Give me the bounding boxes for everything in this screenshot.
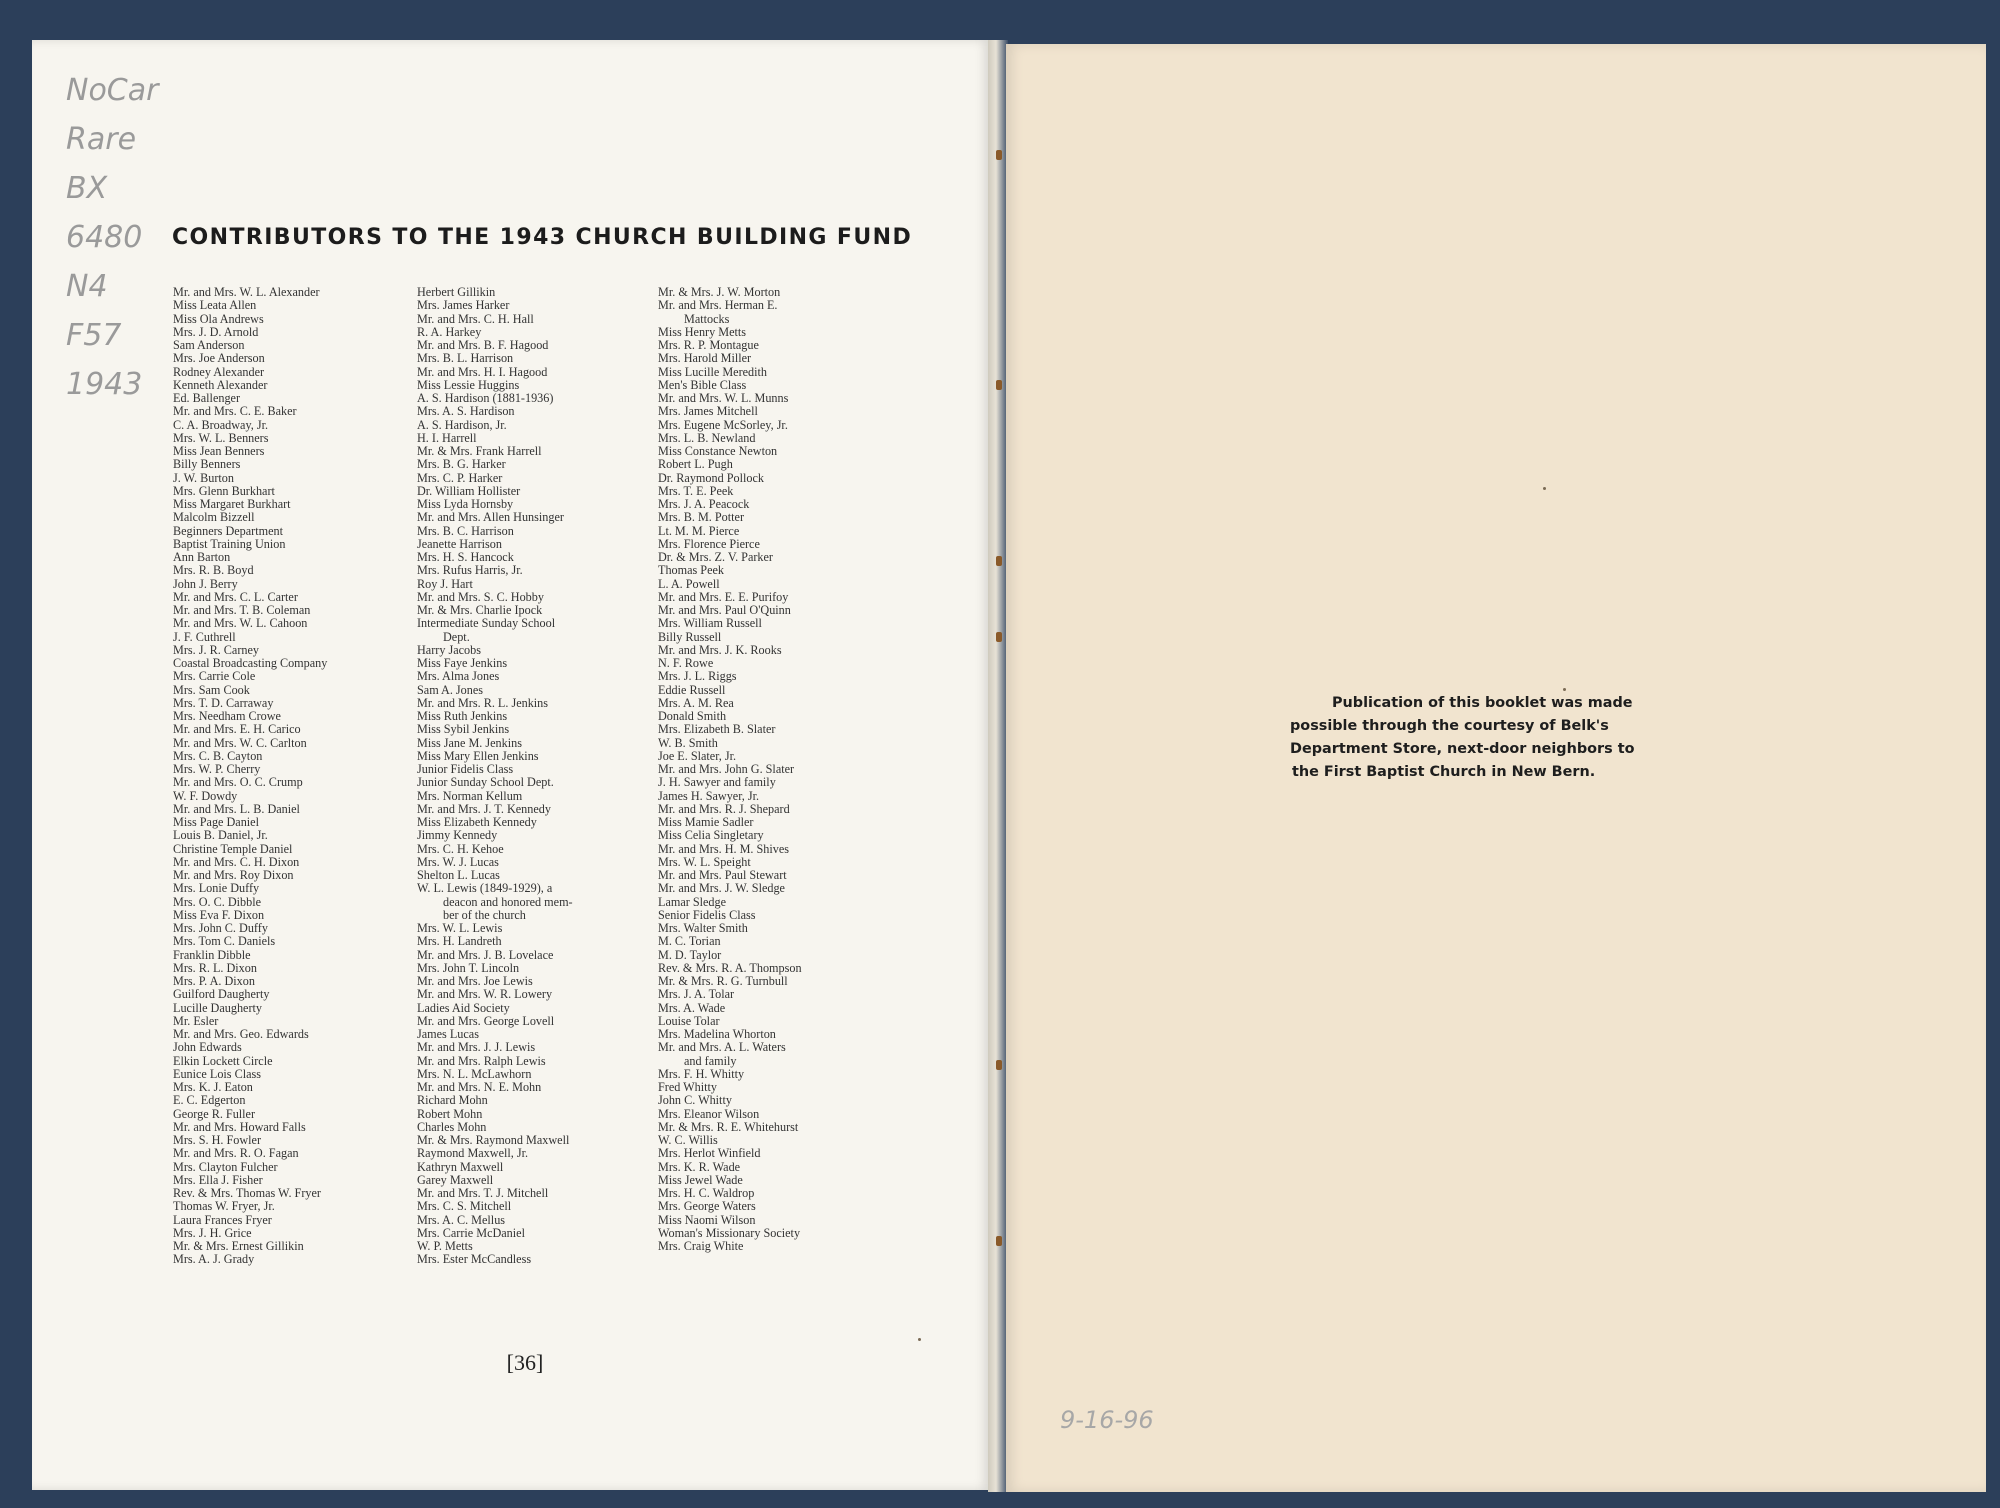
contributor-entry: Charles Mohn <box>417 1119 487 1134</box>
contributor-entry: Miss Margaret Burkhart <box>173 497 291 511</box>
contributor-entry: A. S. Hardison, Jr. <box>417 417 507 432</box>
contributor-entry: Harry Jacobs <box>417 642 481 657</box>
call-number-line: 6480 <box>66 220 143 255</box>
contributor-entry: N. F. Rowe <box>658 656 714 670</box>
contributor-entry: Mrs. A. J. Grady <box>173 1252 255 1267</box>
contributor-entry: Mattocks <box>684 311 730 326</box>
contributor-entry: Jeanette Harrison <box>417 536 502 551</box>
handwritten-call-number <box>66 66 176 409</box>
contributor-entry: Miss Ruth Jenkins <box>417 709 508 723</box>
contributor-entry: Mrs. Ester McCandless <box>417 1252 532 1267</box>
contributor-entry: Miss Jane M. Jenkins <box>417 735 522 750</box>
contributor-entry: Mrs. C. H. Kehoe <box>417 841 504 856</box>
contributor-entry: Mr. and Mrs. W. L. Cahoon <box>173 616 308 631</box>
contributor-entry: Louise Tolar <box>658 1013 720 1028</box>
contributor-entry: Raymond Maxwell, Jr. <box>417 1146 529 1161</box>
contributor-entry: John C. Whitty <box>658 1093 732 1108</box>
contributor-entry: Mrs. C. P. Harker <box>417 470 503 485</box>
contributor-entry: Mr. and Mrs. J. K. Rooks <box>658 642 782 657</box>
call-number-line: Rare <box>66 122 137 157</box>
contributor-entry: Miss Lucille Meredith <box>658 364 767 379</box>
contributor-entry: Mrs. Eleanor Wilson <box>658 1106 760 1121</box>
contributor-entry: Robert L. Pugh <box>658 457 733 472</box>
page-heading: CONTRIBUTORS TO THE 1943 CHURCH BUILDING FUND <box>172 225 913 250</box>
contributor-entry: Lt. M. M. Pierce <box>658 523 740 538</box>
contributor-entry: ber of the church <box>443 907 526 922</box>
contributor-entry: Mr. and Mrs. J. J. Lewis <box>417 1040 536 1055</box>
contributor-entry: Mrs. R. L. Dixon <box>173 960 257 975</box>
contributor-entry: Mrs. O. C. Dibble <box>173 894 262 909</box>
contributor-entry: J. H. Sawyer and family <box>658 775 776 790</box>
contributor-entry: Miss Jean Benners <box>173 444 265 458</box>
contributor-entry: Franklin Dibble <box>173 947 251 962</box>
contributor-entry: Eddie Russell <box>658 682 726 697</box>
binding-stitch <box>996 1060 1002 1070</box>
publication-notice <box>1290 692 1702 784</box>
contributor-entry: Mr. and Mrs. George Lovell <box>417 1013 555 1028</box>
contributor-entry: James H. Sawyer, Jr. <box>658 788 760 803</box>
contributor-entry: Mrs. A. C. Mellus <box>417 1212 506 1227</box>
contributor-entry: Mr. and Mrs. Paul Stewart <box>658 868 787 882</box>
contributor-entry: and family <box>684 1053 737 1068</box>
contributor-entry: Mrs. S. H. Fowler <box>173 1133 262 1147</box>
contributor-entry: Miss Leata Allen <box>173 298 257 313</box>
contributor-entry: Mrs. B. L. Harrison <box>417 351 514 366</box>
contributor-entry: Roy J. Hart <box>417 576 473 591</box>
contributor-entry: Mr. and Mrs. R. J. Shepard <box>658 801 790 816</box>
contributor-entry: Mr. and Mrs. Paul O'Quinn <box>658 603 791 617</box>
binding-stitch <box>996 556 1002 566</box>
contributor-entry: Mr. & Mrs. J. W. Morton <box>658 285 781 299</box>
contributor-entry: Mrs. Lonie Duffy <box>173 881 260 896</box>
contributor-entry: Dr. William Hollister <box>417 483 521 498</box>
contributor-entry: Ed. Ballenger <box>173 391 241 405</box>
contributor-entry: Miss Mary Ellen Jenkins <box>417 748 539 763</box>
contributor-entry: Mrs. C. B. Cayton <box>173 748 263 763</box>
contributor-entry: Mrs. Glenn Burkhart <box>173 483 275 498</box>
contributor-entry: Mrs. J. A. Peacock <box>658 497 750 511</box>
contributor-entry: Mrs. K. R. Wade <box>658 1159 741 1174</box>
binding-stitch <box>996 632 1002 642</box>
contributor-entry: Mr. and Mrs. J. T. Kennedy <box>417 801 551 816</box>
contributor-entry: Mrs. B. C. Harrison <box>417 523 514 538</box>
contributor-entry: Mrs. Walter Smith <box>658 921 748 935</box>
contributor-entry: Mrs. P. A. Dixon <box>173 974 255 988</box>
contributor-entry: Mrs. R. P. Montague <box>658 338 759 352</box>
contributor-entry: Mrs. B. G. Harker <box>417 457 506 472</box>
contributor-entry: Beginners Department <box>173 523 283 538</box>
contributor-entry: Miss Constance Newton <box>658 444 778 458</box>
contributor-entry: Mr. and Mrs. Geo. Edwards <box>173 1027 309 1041</box>
contributor-entry: Joe E. Slater, Jr. <box>658 748 737 763</box>
contributor-entry: Ladies Aid Society <box>417 1000 510 1015</box>
contributor-entry: C. A. Broadway, Jr. <box>173 417 269 432</box>
contributor-entry: M. C. Torian <box>658 934 721 949</box>
contributor-entry: Mrs. J. L. Riggs <box>658 669 737 684</box>
contributor-entry: Mrs. James Mitchell <box>658 404 758 419</box>
contributor-entry: Mr. and Mrs. John G. Slater <box>658 762 795 776</box>
contributor-entry: Mr. and Mrs. R. L. Jenkins <box>417 695 549 710</box>
contributor-entry: W. C. Willis <box>658 1133 718 1147</box>
contributor-entry: Rodney Alexander <box>173 364 265 379</box>
contributor-entry: Dr. & Mrs. Z. V. Parker <box>658 550 773 564</box>
notice-line: the First Baptist Church in New Bern. <box>1292 764 1596 780</box>
contributor-entry: Miss Elizabeth Kennedy <box>417 815 537 829</box>
contributor-entry: Mrs. Madelina Whorton <box>658 1027 776 1041</box>
contributor-entry: Mrs. A. Wade <box>658 1000 726 1015</box>
contributor-entry: Mr. and Mrs. N. E. Mohn <box>417 1080 542 1094</box>
contributor-entry: Mr. and Mrs. J. W. Sledge <box>658 881 785 896</box>
contributor-entry: Mrs. W. L. Speight <box>658 854 751 869</box>
contributor-entry: Mrs. A. S. Hardison <box>417 404 515 419</box>
contributor-entry: Miss Page Daniel <box>173 815 259 829</box>
contributor-entry: Billy Russell <box>658 629 722 644</box>
contributor-entry: Mrs. J. A. Tolar <box>658 987 735 1002</box>
contributor-entry: Mr. & Mrs. Raymond Maxwell <box>417 1133 570 1147</box>
contributor-entry: Miss Sybil Jenkins <box>417 722 510 737</box>
contributor-entry: Miss Ola Andrews <box>173 311 264 326</box>
contributor-entry: Mrs. H. Landreth <box>417 934 502 949</box>
contributor-entry: R. A. Harkey <box>417 324 482 339</box>
contributor-entry: M. D. Taylor <box>658 947 722 962</box>
contributor-entry: Mrs. Herlot Winfield <box>658 1146 761 1161</box>
contributor-entry: Mr. and Mrs. Roy Dixon <box>173 868 294 882</box>
contributor-entry: Mrs. George Waters <box>658 1199 756 1214</box>
contributor-entry: Mr. and Mrs. L. B. Daniel <box>173 801 300 816</box>
contributor-entry: Miss Mamie Sadler <box>658 815 754 829</box>
contributor-entry: Coastal Broadcasting Company <box>173 656 328 670</box>
contributor-entry: George R. Fuller <box>173 1106 256 1121</box>
contributor-entry: W. L. Lewis (1849-1929), a <box>417 881 553 896</box>
contributor-entry: Mrs. Harold Miller <box>658 351 752 366</box>
call-number-line: BX <box>66 171 108 206</box>
call-number-line: N4 <box>66 269 108 304</box>
contributor-entry: Elkin Lockett Circle <box>173 1053 273 1068</box>
notice-line: possible through the courtesy of Belk's <box>1290 718 1609 734</box>
contributor-entry: E. C. Edgerton <box>173 1093 246 1108</box>
contributor-entry: Mr. and Mrs. B. F. Hagood <box>417 338 549 352</box>
contributor-entry: Miss Henry Metts <box>658 324 747 339</box>
contributor-entry: deacon and honored mem- <box>443 894 573 909</box>
contributor-entry: Louis B. Daniel, Jr. <box>173 828 268 843</box>
contributor-entry: Eunice Lois Class <box>173 1066 262 1081</box>
contributor-entry: Intermediate Sunday School <box>417 616 556 631</box>
contributor-entry: Mrs. Norman Kellum <box>417 788 523 803</box>
contributor-entry: Mrs. R. B. Boyd <box>173 563 254 578</box>
contributor-entry: Mr. and Mrs. S. C. Hobby <box>417 589 544 604</box>
contributor-entry: Mrs. Carrie McDaniel <box>417 1225 525 1240</box>
contributor-entry: Mrs. K. J. Eaton <box>173 1080 253 1094</box>
contributor-entry: Mrs. W. L. Benners <box>173 430 269 445</box>
contributor-entry: Mr. and Mrs. Howard Falls <box>173 1119 306 1134</box>
binding-stitch <box>996 380 1002 390</box>
contributor-entry: Mr. & Mrs. R. G. Turnbull <box>658 974 788 988</box>
contributor-entry: Woman's Missionary Society <box>658 1225 801 1240</box>
contributor-entry: Lamar Sledge <box>658 894 727 909</box>
contributor-entry: Mr. and Mrs. C. L. Carter <box>173 589 298 604</box>
call-number-line: 1943 <box>66 367 143 402</box>
contributor-entry: Mr. and Mrs. A. L. Waters <box>658 1040 786 1055</box>
contributor-entry: Mrs. William Russell <box>658 616 762 631</box>
contributor-entry: Rev. & Mrs. R. A. Thompson <box>658 960 802 975</box>
contributor-entry: Miss Lyda Hornsby <box>417 497 514 511</box>
contributor-entry: Garey Maxwell <box>417 1172 494 1187</box>
contributor-entry: Mr. and Mrs. Allen Hunsinger <box>417 510 564 525</box>
contributor-entry: Mrs. J. D. Arnold <box>173 324 259 339</box>
contributor-entry: Mrs. Sam Cook <box>173 682 250 697</box>
contributor-entry: Billy Benners <box>173 457 241 472</box>
contributor-entry: Miss Jewel Wade <box>658 1172 743 1187</box>
contributor-entry: Sam A. Jones <box>417 682 484 697</box>
contributor-entry: Jimmy Kennedy <box>417 828 498 843</box>
contributor-entry: Donald Smith <box>658 709 727 723</box>
paper-speck <box>1543 487 1546 490</box>
handwritten-date: 9-16-96 <box>1060 1406 1154 1434</box>
contributors-column-1 <box>173 286 403 1267</box>
contributor-entry: Mrs. H. S. Hancock <box>417 550 514 564</box>
contributor-entry: Richard Mohn <box>417 1093 488 1108</box>
contributor-entry: Kathryn Maxwell <box>417 1159 504 1174</box>
contributor-entry: Mr. and Mrs. R. O. Fagan <box>173 1146 299 1161</box>
contributor-entry: Mr. and Mrs. H. M. Shives <box>658 841 790 856</box>
contributor-entry: Robert Mohn <box>417 1106 483 1121</box>
contributor-entry: Mr. and Mrs. Joe Lewis <box>417 974 533 988</box>
contributor-entry: Mrs. W. L. Lewis <box>417 921 503 935</box>
contributor-entry: Mr. & Mrs. Ernest Gillikin <box>173 1239 304 1253</box>
contributor-entry: Dr. Raymond Pollock <box>658 470 764 485</box>
contributor-entry: Mr. and Mrs. H. I. Hagood <box>417 364 548 379</box>
contributor-entry: Mr. and Mrs. C. E. Baker <box>173 404 297 419</box>
contributor-entry: Mrs. Tom C. Daniels <box>173 934 276 949</box>
contributor-entry: Lucille Daugherty <box>173 1000 263 1015</box>
contributor-entry: Mr. and Mrs. T. J. Mitchell <box>417 1186 549 1200</box>
contributor-entry: Miss Naomi Wilson <box>658 1212 756 1227</box>
contributor-entry: Herbert Gillikin <box>417 285 496 299</box>
contributor-entry: Mr. & Mrs. R. E. Whitehurst <box>658 1119 799 1134</box>
contributor-entry: W. P. Metts <box>417 1239 473 1253</box>
contributor-entry: Mrs. T. D. Carraway <box>173 695 274 710</box>
contributor-entry: Mrs. John C. Duffy <box>173 921 268 935</box>
contributor-entry: Mrs. L. B. Newland <box>658 430 756 445</box>
paper-speck <box>1563 688 1566 691</box>
contributor-entry: Christine Temple Daniel <box>173 841 293 856</box>
contributor-entry: Mr. and Mrs. Ralph Lewis <box>417 1053 546 1068</box>
contributor-entry: Mr. Esler <box>173 1013 219 1028</box>
binding-stitch <box>996 150 1002 160</box>
call-number-line: F57 <box>66 318 122 353</box>
contributor-entry: Mrs. Carrie Cole <box>173 669 256 684</box>
contributor-entry: Mrs. T. E. Peek <box>658 483 734 498</box>
contributor-entry: Junior Fidelis Class <box>417 762 514 776</box>
contributor-entry: Miss Celia Singletary <box>658 828 764 843</box>
contributor-entry: Mr. and Mrs. J. B. Lovelace <box>417 947 554 962</box>
contributor-entry: Thomas W. Fryer, Jr. <box>173 1199 275 1214</box>
contributor-entry: Senior Fidelis Class <box>658 907 756 922</box>
contributor-entry: Mr. & Mrs. Frank Harrell <box>417 444 542 458</box>
contributor-entry: Mr. and Mrs. W. C. Carlton <box>173 735 307 750</box>
binding-stitch <box>996 1236 1002 1246</box>
contributor-entry: Mrs. Eugene McSorley, Jr. <box>658 417 788 432</box>
contributor-entry: Guilford Daugherty <box>173 987 270 1002</box>
contributor-entry: Dept. <box>443 629 470 644</box>
contributor-entry: Mrs. J. R. Carney <box>173 642 259 657</box>
contributor-entry: L. A. Powell <box>658 576 720 591</box>
contributor-entry: Miss Faye Jenkins <box>417 656 508 670</box>
contributor-entry: Mr. and Mrs. C. H. Hall <box>417 311 534 326</box>
contributor-entry: Miss Lessie Huggins <box>417 377 520 392</box>
contributor-entry: Mr. and Mrs. O. C. Crump <box>173 775 303 790</box>
contributor-entry: Mrs. Needham Crowe <box>173 709 281 723</box>
contributor-entry: Mr. and Mrs. E. H. Carico <box>173 722 301 737</box>
notice-line: Department Store, next-door neighbors to <box>1290 741 1635 757</box>
contributor-entry: Junior Sunday School Dept. <box>417 775 554 790</box>
contributor-entry: W. F. Dowdy <box>173 788 238 803</box>
contributor-entry: Mr. and Mrs. T. B. Coleman <box>173 603 311 617</box>
contributor-entry: Mrs. J. H. Grice <box>173 1225 252 1240</box>
contributor-entry: Mr. and Mrs. C. H. Dixon <box>173 854 300 869</box>
contributor-entry: J. F. Cuthrell <box>173 629 236 644</box>
contributor-entry: Mr. and Mrs. W. R. Lowery <box>417 987 553 1002</box>
paper-speck <box>918 1338 921 1341</box>
contributor-entry: W. B. Smith <box>658 735 718 750</box>
contributor-entry: Mr. and Mrs. W. L. Munns <box>658 391 789 405</box>
contributor-entry: Sam Anderson <box>173 338 245 352</box>
contributor-entry: John J. Berry <box>173 576 238 591</box>
contributor-entry: Mr. and Mrs. W. L. Alexander <box>173 285 320 299</box>
contributor-entry: Malcolm Bizzell <box>173 510 255 525</box>
contributor-entry: Mrs. Craig White <box>658 1239 744 1253</box>
contributor-entry: Shelton L. Lucas <box>417 868 500 882</box>
contributor-entry: Mrs. Joe Anderson <box>173 351 265 366</box>
contributor-entry: Mrs. W. J. Lucas <box>417 854 499 869</box>
contributor-entry: Laura Frances Fryer <box>173 1212 272 1227</box>
contributor-entry: Mrs. B. M. Potter <box>658 510 744 525</box>
contributor-entry: Thomas Peek <box>658 563 725 578</box>
contributor-entry: John Edwards <box>173 1040 242 1055</box>
contributor-entry: Kenneth Alexander <box>173 377 268 392</box>
contributor-entry: Mrs. James Harker <box>417 298 510 313</box>
contributor-entry: A. S. Hardison (1881-1936) <box>417 391 554 405</box>
contributor-entry: Fred Whitty <box>658 1080 718 1094</box>
contributor-entry: James Lucas <box>417 1027 479 1041</box>
contributor-entry: Mrs. H. C. Waldrop <box>658 1186 755 1200</box>
call-number-line: NoCar <box>66 73 159 108</box>
contributor-entry: Mrs. C. S. Mitchell <box>417 1199 512 1214</box>
contributor-entry: Mrs. N. L. McLawhorn <box>417 1066 532 1081</box>
contributor-entry: Mrs. Rufus Harris, Jr. <box>417 563 523 578</box>
contributor-entry: H. I. Harrell <box>417 430 477 445</box>
notice-line: Publication of this booklet was made <box>1332 695 1633 711</box>
contributor-entry: Mrs. F. H. Whitty <box>658 1066 745 1081</box>
contributor-entry: Miss Eva F. Dixon <box>173 907 265 922</box>
contributor-entry: Mrs. Alma Jones <box>417 669 500 684</box>
contributors-column-3 <box>658 286 898 1253</box>
contributor-entry: Mrs. Ella J. Fisher <box>173 1172 263 1187</box>
contributor-entry: Rev. & Mrs. Thomas W. Fryer <box>173 1186 321 1200</box>
contributor-entry: Mr. and Mrs. E. E. Purifoy <box>658 589 789 604</box>
contributor-entry: J. W. Burton <box>173 470 234 485</box>
contributor-entry: Mrs. Clayton Fulcher <box>173 1159 278 1174</box>
contributor-entry: Mrs. A. M. Rea <box>658 695 734 710</box>
contributor-entry: Mrs. John T. Lincoln <box>417 960 520 975</box>
contributor-entry: Men's Bible Class <box>658 377 747 392</box>
contributor-entry: Mrs. Elizabeth B. Slater <box>658 722 776 737</box>
contributor-entry: Mrs. W. P. Cherry <box>173 762 261 776</box>
page-number: [36] <box>506 1350 544 1375</box>
contributors-column-2 <box>417 286 647 1267</box>
contributor-entry: Ann Barton <box>173 550 231 564</box>
contributor-entry: Mr. and Mrs. Herman E. <box>658 298 778 313</box>
book-gutter <box>988 40 1008 1492</box>
contributor-entry: Baptist Training Union <box>173 536 286 551</box>
contributor-entry: Mrs. Florence Pierce <box>658 536 760 551</box>
contributor-entry: Mr. & Mrs. Charlie Ipock <box>417 603 543 617</box>
